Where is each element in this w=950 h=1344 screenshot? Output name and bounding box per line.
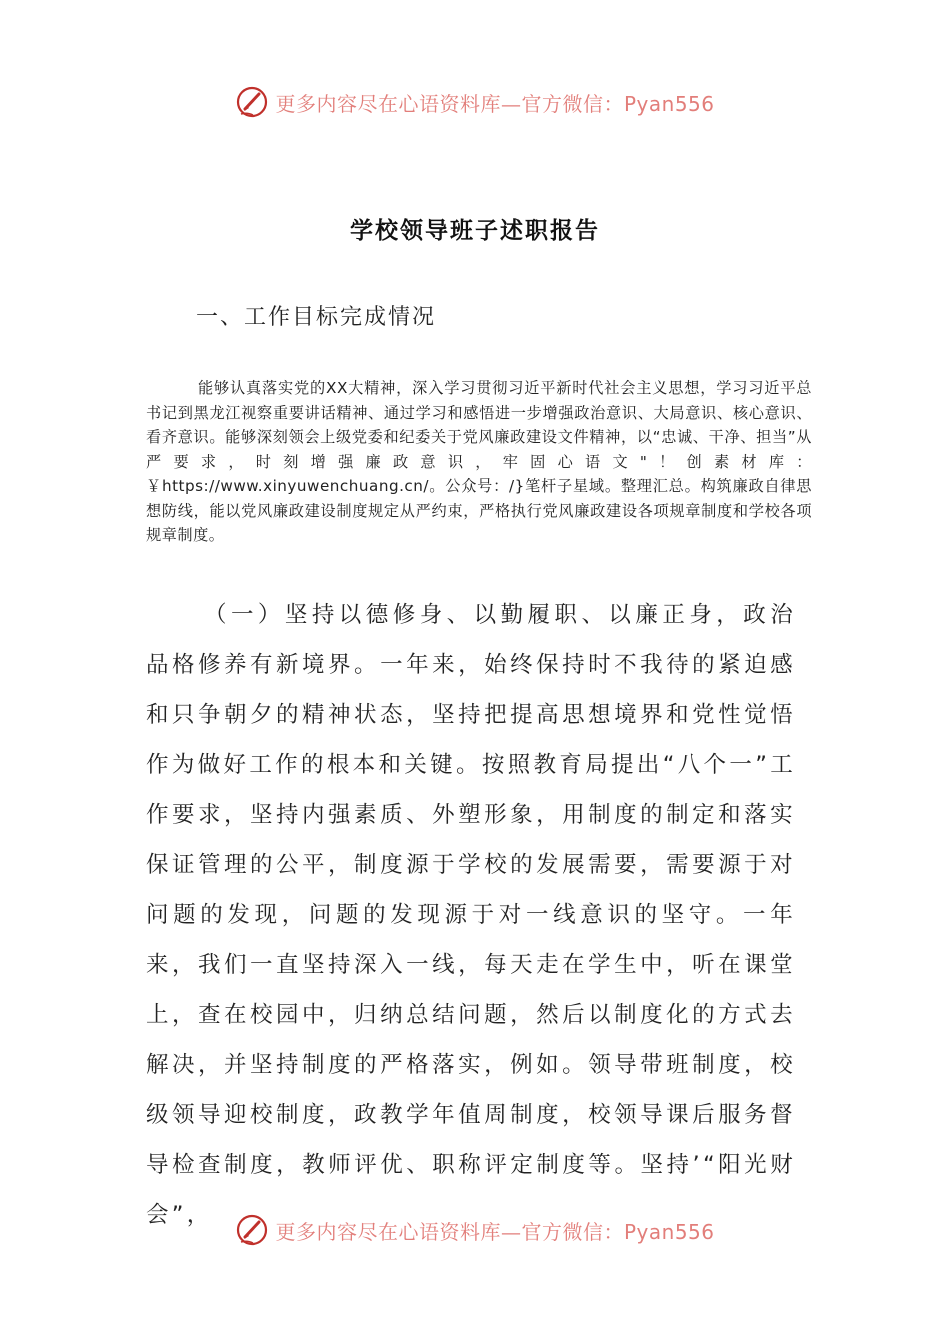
body-paragraph: （一）坚持以德修身、以勤履职、以廉正身，政治品格修养有新境界。一年来，始终保持时不我待的紧迫感和只争朝夕的精神状态，坚持把提高思想境界和党性觉悟作为做好工作的根本和关键。按照教育局提出“八个一”工作要求，坚持内强素质、外塑形象，用制度的制定和落实保证管理的公平，制度源于学校的发展需要，需要源于对问题的发现，问题的发现源于对一线意识的坚守。一年来，我们一直坚持深入一线，每天走在学生中，听在课堂上，查在校园中，归纳总结问题，然后以制度化的方式去解决，并坚持制度的严格落实，例如。领导带班制度，校级领导迎校制度，政教学年值周制度，校领导课后服务督导检查制度，教师评优、职称评定制度等。坚持’“阳光财会”， (146, 602, 796, 1228)
section-heading: 一、工作目标完成情况 (196, 305, 437, 330)
header-watermark-banner (0, 82, 950, 122)
document-title: 学校领导班子述职报告 (350, 217, 600, 244)
pen-logo-icon (235, 1213, 269, 1247)
wechat-id: Pyan556 (623, 1219, 715, 1244)
banner-text: 更多内容尽在心语资料库—官方微信：Pyan556 (275, 91, 715, 116)
intro-paragraph: 能够认真落实党的XX大精神，深入学习贯彻习近平新时代社会主义思想，学习习近平总书记到黑龙江视察重要讲话精神、通过学习和感悟进一步增强政治意识、大局意识、核心意识、看齐意识。能够深刻领会上级党委和纪委关于党风廉政建设文件精神，以“忠诚、干净、担当”从严要求，时刻增强廉政意识，牢固心语文"！创素材库：￥https://www.xinyuwenchuang.cn/。公众号：/}笔杆子星域。整理汇总。构筑廉政自律思想防线，能以党风廉政建设制度规定从严约束，严格执行党风廉政建设各项规章制度和学校各项规章制度。 (146, 379, 812, 544)
pen-logo-icon (235, 85, 269, 119)
wechat-id: Pyan556 (623, 91, 715, 116)
footer-watermark-banner (0, 1210, 950, 1250)
banner-text: 更多内容尽在心语资料库—官方微信：Pyan556 (275, 1219, 715, 1244)
